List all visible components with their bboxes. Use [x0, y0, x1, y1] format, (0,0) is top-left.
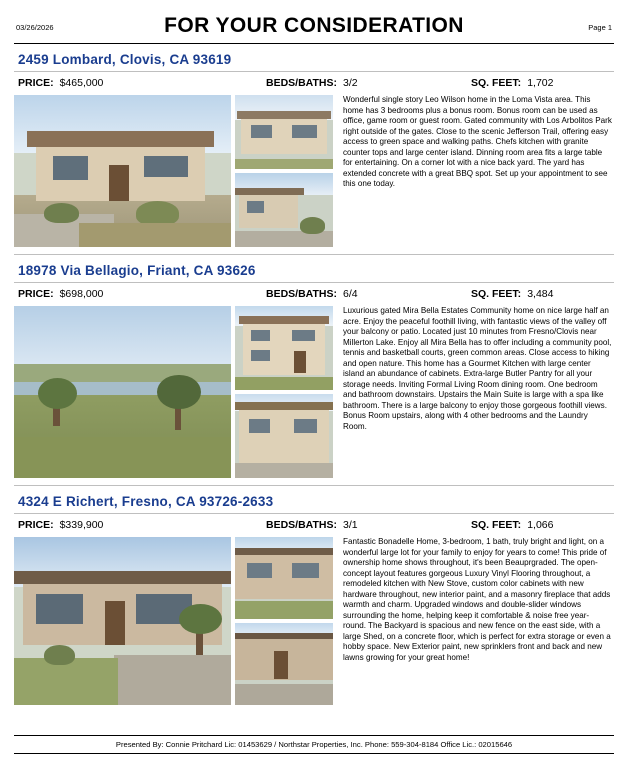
sq-feet-fact: [471, 288, 614, 300]
price-fact: [18, 288, 266, 300]
sq-feet-value: 3,484: [527, 288, 554, 300]
listing-media: [14, 306, 614, 478]
listing-photo-secondary[interactable]: [235, 95, 333, 169]
price-label: PRICE:: [18, 288, 54, 300]
listing-address[interactable]: 2459 Lombard, Clovis, CA 93619: [18, 52, 232, 67]
sq-feet-fact: [471, 519, 614, 531]
beds-baths-value: 6/4: [342, 288, 358, 300]
listing-description: Luxurious gated Mira Bella Estates Community home on nice large half an acre. Enjoy the peaceful foothill living, with fantastic views of the valley off your balcony or patio. Located just 10 minutes from Fresno/Clovis near Millerton Lake. Enjoy all Mira Bella has to offer including a community pool, tennis and basketball courts, green common areas. Close access to hiking and open nature. This home has a Gourmet Kitchen with large center island an abundance of cabinets. Extra-large Butler Pantry for all your storage needs. Inviting Formal Living Room dining room. One bedroom and bathroom downstairs. Upstairs the Main Suite is large with a spa like bathroom. There is a large balcony to enjoy those gorgeous foothill views. Bonus Room upstairs, along with 4 other bedrooms and the Laundry Room.: [343, 306, 612, 431]
listing-photo-secondary[interactable]: [235, 306, 333, 390]
beds-baths-fact: [266, 519, 471, 531]
page-title: FOR YOUR CONSIDERATION: [164, 14, 464, 37]
sq-feet-label: SQ. FEET:: [471, 519, 522, 531]
price-value: $465,000: [59, 77, 104, 89]
listing-media: [14, 537, 614, 705]
beds-baths-fact: [266, 77, 471, 89]
sq-feet-label: SQ. FEET:: [471, 77, 522, 89]
footer-text: Presented By: Connie Pritchard Lic: 01453629 / Northstar Properties, Inc. Phone: 559-304-8184 Office Lic.: 02015646: [115, 740, 513, 749]
listing-photo-column: [235, 95, 333, 247]
sq-feet-fact: [471, 77, 614, 89]
price-value: $698,000: [59, 288, 104, 300]
sq-feet-value: 1,702: [527, 77, 554, 89]
header-date: 03/26/2026: [16, 23, 54, 32]
listing-description: Fantastic Bonadelle Home, 3-bedroom, 1 bath, truly bright and light, on a wonderful large lot for your family to enjoy for years to come! This pride of ownership home shows throughout, it's been Beauprgraded. The open-concept layout features gorgeous Luxury Vinyl Flooring throughout, a remodeled kitchen with New Stove, custom color cabinets with new hardware throughout, new interior paint, and a masonry fireplace that adds warmth and charm. Upgraded windows and double-slider windows surrounding the home, helping keep it comfortable & noise free year-round. The Backyard is spacious and new fence on the east side, with a large Shed, on a concrete floor, which is perfect for extra storage or even a hobby space. New Exterior paint, new sprinklers front and back and new lawns growing for your great home!: [343, 537, 611, 662]
price-fact: [18, 77, 266, 89]
listing-photo-main[interactable]: [14, 95, 231, 247]
price-fact: [18, 519, 266, 531]
listing-item: [14, 44, 614, 255]
beds-baths-label: BEDS/BATHS:: [266, 288, 337, 300]
listing-photo-tertiary[interactable]: [235, 623, 333, 705]
listing-description: Wonderful single story Leo Wilson home in the Loma Vista area. This home has 3 bedrooms plus a bonus room. Bonus room can be used as office, game room or guest room. Gated community with Los Arbolitos Park right outside of the gates. Close to the scenic Jefferson Trail, offering easy access to green space and walking paths. Chefs kitchen with granite counter tops and large center island. Dinning room area fits a large table for entertaining. On a corner lot with a nice back yard. The yard has extended concrete with a great BBQ spot. Set up your appointment to see this one today.: [343, 95, 612, 189]
beds-baths-label: BEDS/BATHS:: [266, 519, 337, 531]
listing-photo-main[interactable]: [14, 306, 231, 478]
listing-photo-main[interactable]: [14, 537, 231, 705]
page-number: Page 1: [588, 23, 612, 32]
page-header: [14, 10, 614, 38]
listing-photo-tertiary[interactable]: [235, 173, 333, 247]
listing-facts: [14, 71, 614, 95]
price-label: PRICE:: [18, 77, 54, 89]
listing-photo-tertiary[interactable]: [235, 394, 333, 478]
listing-photo-column: [235, 306, 333, 478]
listing-address[interactable]: 18978 Via Bellagio, Friant, CA 93626: [18, 263, 256, 278]
beds-baths-value: 3/1: [342, 519, 358, 531]
sq-feet-value: 1,066: [527, 519, 554, 531]
listing-address[interactable]: 4324 E Richert, Fresno, CA 93726-2633: [18, 494, 274, 509]
sq-feet-label: SQ. FEET:: [471, 288, 522, 300]
beds-baths-fact: [266, 288, 471, 300]
price-label: PRICE:: [18, 519, 54, 531]
listing-media: [14, 95, 614, 247]
beds-baths-value: 3/2: [342, 77, 358, 89]
listing-photo-column: [235, 537, 333, 705]
listing-photo-secondary[interactable]: [235, 537, 333, 619]
price-value: $339,900: [59, 519, 104, 531]
listing-item: [14, 486, 614, 705]
page-footer: [14, 735, 614, 754]
beds-baths-label: BEDS/BATHS:: [266, 77, 337, 89]
listing-item: [14, 255, 614, 486]
listing-facts: [14, 282, 614, 306]
listing-facts: [14, 513, 614, 537]
